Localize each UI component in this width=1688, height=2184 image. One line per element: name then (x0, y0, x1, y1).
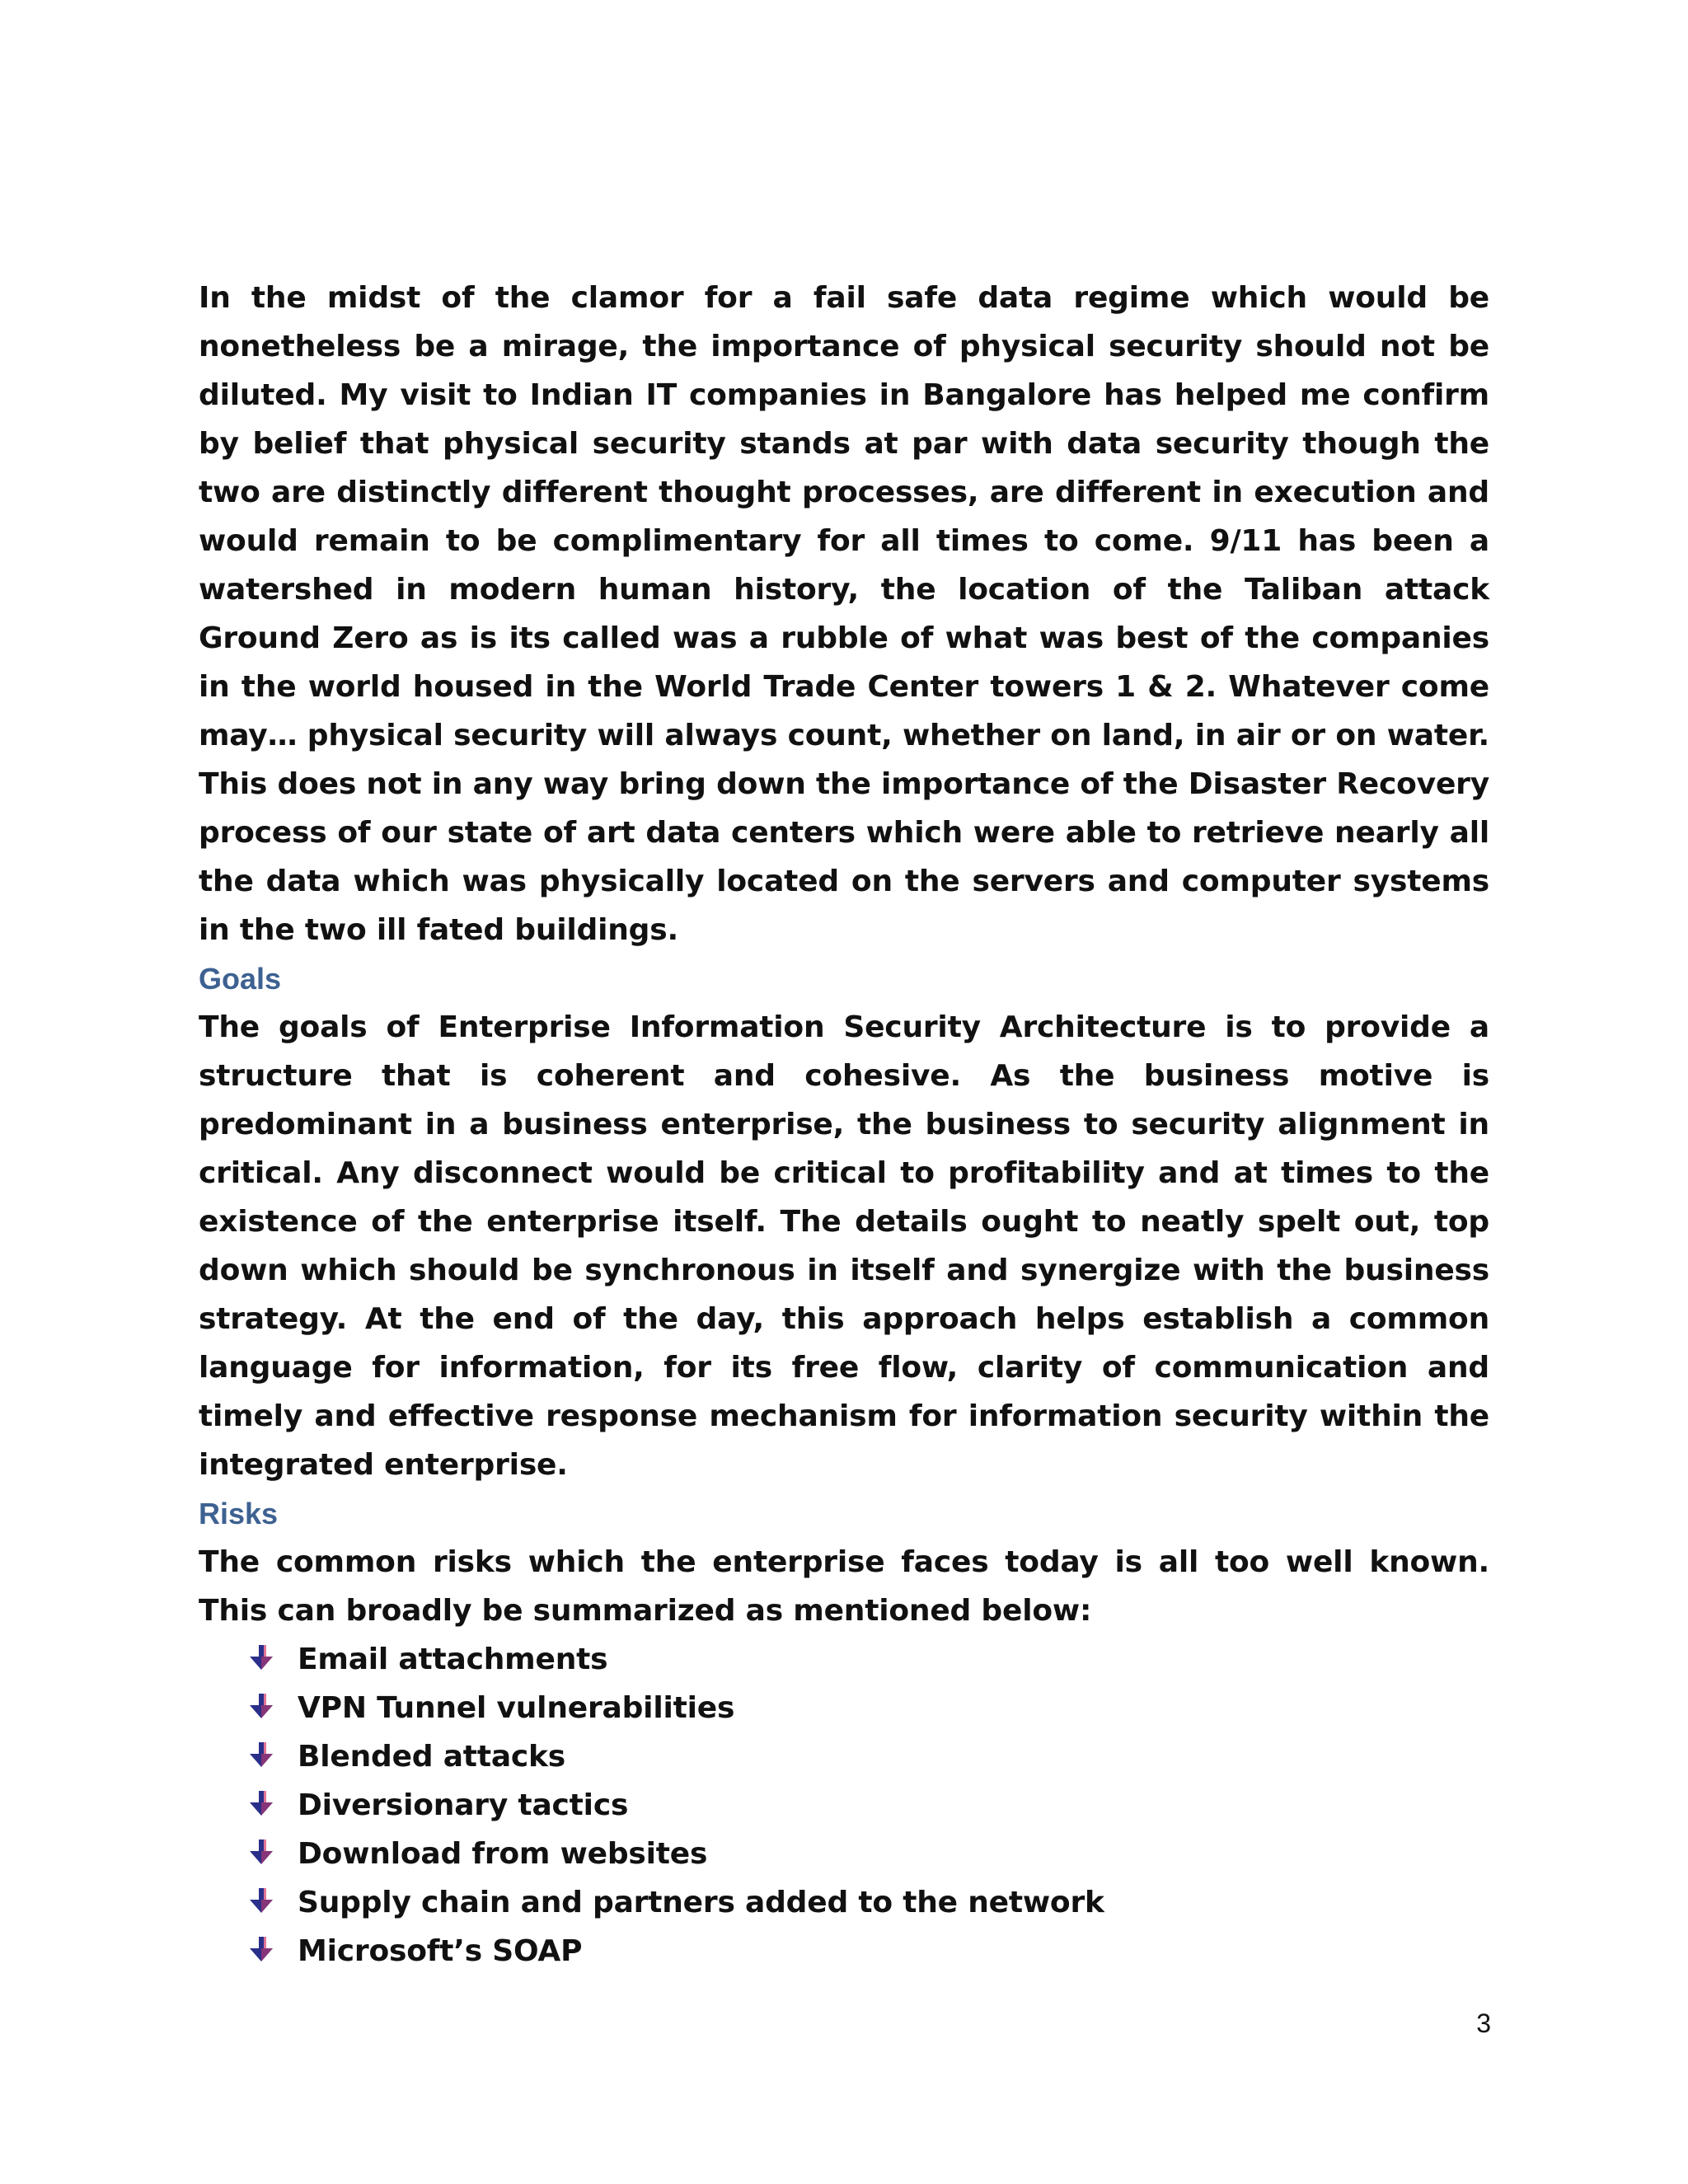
list-item-label: Microsoft’s SOAP (298, 1934, 583, 1968)
risks-intro-paragraph: The common risks which the enterprise faces today is all too well known. This can broadly be summarized as mentioned below: (199, 1545, 1489, 1628)
list-item-label: Supply chain and partners added to the network (298, 1886, 1104, 1919)
arrow-down-bullet-icon (248, 1791, 274, 1819)
goals-heading: Goals (199, 962, 282, 996)
arrow-down-bullet-icon (248, 1742, 274, 1770)
list-item (248, 1830, 1489, 1878)
list-item (248, 1927, 1489, 1975)
list-item-label: Email attachments (298, 1643, 608, 1676)
list-item (248, 1635, 1489, 1684)
list-item (248, 1732, 1489, 1781)
risks-heading: Risks (199, 1497, 279, 1530)
list-item-label: Blended attacks (298, 1740, 566, 1774)
arrow-down-bullet-icon (248, 1645, 274, 1673)
risks-list (199, 1635, 1489, 1975)
intro-paragraph: In the midst of the clamor for a fail safe data regime which would be nonetheless be a mirage, the importance of physical security should not be diluted. My visit to Indian IT companies in Bangalore has helped me confirm by belief that physical security stands at par with data security though the two are distinctly different thought processes, are different in execution and would remain to be complimentary for all times to come. 9/11 has been a watershed in modern human history, the location of the Taliban attack Ground Zero as is its called was a rubble of what was best of the companies in the world housed in the World Trade Center towers 1 & 2. Whatever come may… physical security will always count, whether on land, in air or on water. This does not in any way bring down the importance of the Disaster Recovery process of our state of art data centers which were able to retrieve nearly all the data which was physically located on the servers and computer systems in the two ill fated buildings. (199, 281, 1489, 947)
arrow-down-bullet-icon (248, 1888, 274, 1916)
page-number: 3 (1476, 2008, 1491, 2038)
arrow-down-bullet-icon (248, 1937, 274, 1965)
list-item-label: Download from websites (298, 1837, 708, 1871)
arrow-down-bullet-icon (248, 1840, 274, 1868)
goals-paragraph: The goals of Enterprise Information Security Architecture is to provide a structure that is coherent and cohesive. As the business motive is predominant in a business enterprise, the business to security alignment in critical. Any disconnect would be critical to profitability and at times to the existence of the enterprise itself. The details ought to neatly spelt out, top down which should be synchronous in itself and synergize with the business strategy. At the end of the day, this approach helps establish a common language for information, for its free flow, clarity of communication and timely and effective response mechanism for information security within the integrated enterprise. (199, 1010, 1489, 1482)
list-item (248, 1781, 1489, 1830)
list-item (248, 1878, 1489, 1927)
list-item-label: Diversionary tactics (298, 1788, 629, 1822)
page-content (199, 274, 1489, 1975)
list-item-label: VPN Tunnel vulnerabilities (298, 1691, 735, 1725)
arrow-down-bullet-icon (248, 1694, 274, 1722)
list-item (248, 1684, 1489, 1732)
